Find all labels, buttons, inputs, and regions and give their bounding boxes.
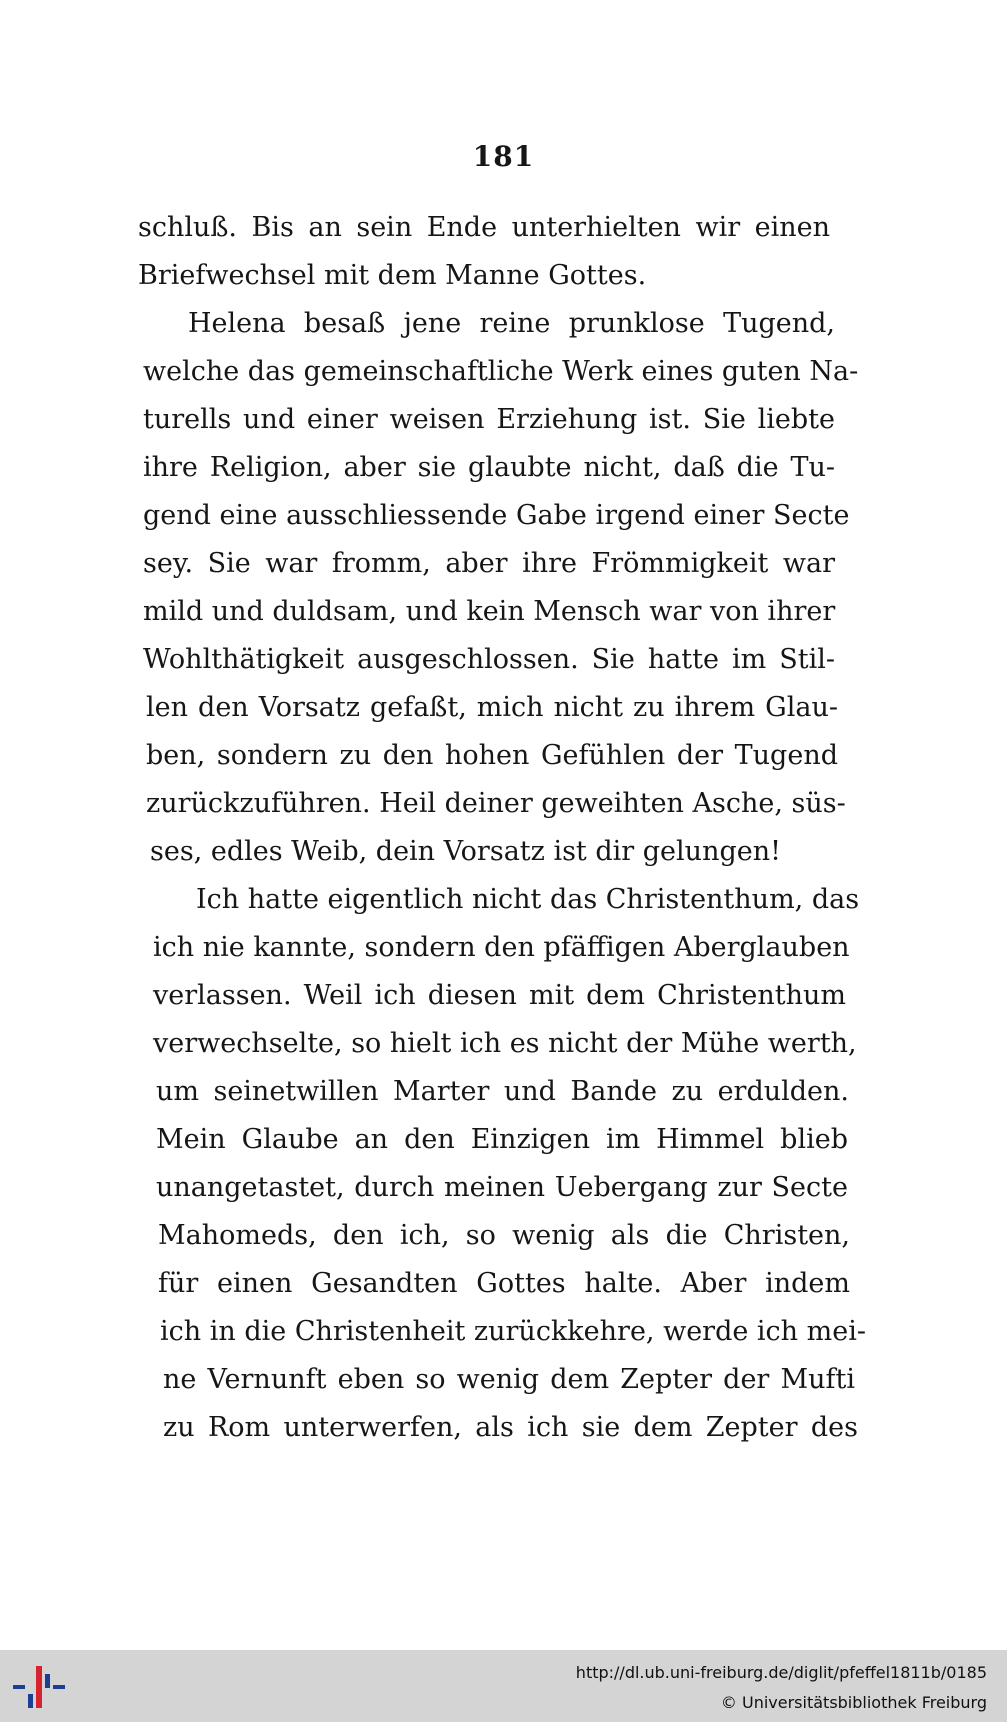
text-line: für einen Gesandten Gottes halte. Aber indem [158, 1268, 850, 1299]
page-number: 181 [472, 140, 535, 173]
text-line: verlassen. Weil ich diesen mit dem Christenthum [153, 980, 846, 1011]
text-line: ich nie kannte, sondern den pfäffigen Aberglauben [153, 932, 850, 963]
text-line: Briefwechsel mit dem Manne Gottes. [138, 260, 647, 291]
text-line: zurückzuführen. Heil deiner geweihten Asche, süs- [146, 788, 846, 819]
text-line: Mahomeds, den ich, so wenig als die Christen, [158, 1220, 850, 1251]
text-line: mild und duldsam, und kein Mensch war von ihrer [143, 596, 836, 627]
text-line: ben, sondern zu den hohen Gefühlen der Tugend [146, 740, 838, 771]
text-line: len den Vorsatz gefaßt, mich nicht zu ihrem Glau- [146, 692, 838, 723]
text-line: ihre Religion, aber sie glaubte nicht, daß die Tu- [143, 452, 835, 483]
text-line: unangetastet, durch meinen Uebergang zur Secte [156, 1172, 848, 1203]
text-line: turells und einer weisen Erziehung ist. Sie liebte [143, 404, 835, 435]
text-line: welche das gemeinschaftliche Werk eines guten Na- [143, 356, 859, 387]
text-line: Ich hatte eigentlich nicht das Christenthum, das [196, 884, 860, 915]
text-line: ses, edles Weib, dein Vorsatz ist dir gelungen! [150, 836, 781, 867]
footer-bar [0, 1650, 1007, 1722]
text-line: zu Rom unterwerfen, als ich sie dem Zepter des [163, 1412, 858, 1443]
text-line: Helena besaß jene reine prunklose Tugend, [188, 308, 835, 339]
text-line: Mein Glaube an den Einzigen im Himmel blieb [156, 1124, 848, 1155]
text-line: verwechselte, so hielt ich es nicht der Mühe werth, [153, 1028, 857, 1059]
copyright-notice: © Universitätsbibliothek Freiburg [720, 1693, 987, 1712]
text-line: schluß. Bis an sein Ende unterhielten wir einen [138, 212, 830, 243]
text-line: Wohlthätigkeit ausgeschlossen. Sie hatte im Stil- [143, 644, 835, 675]
text-line: sey. Sie war fromm, aber ihre Frömmigkeit war [143, 548, 835, 579]
text-line: ne Vernunft eben so wenig dem Zepter der Mufti [163, 1364, 855, 1395]
ub-freiburg-logo-icon[interactable] [10, 1664, 66, 1710]
source-url-link[interactable]: http://dl.ub.uni-freiburg.de/diglit/pfeffel1811b/0185 [575, 1663, 987, 1682]
text-line: ich in die Christenheit zurückkehre, werde ich mei- [160, 1316, 866, 1347]
text-line: um seinetwillen Marter und Bande zu erdulden. [156, 1076, 849, 1107]
text-line: gend eine ausschliessende Gabe irgend einer Secte [143, 500, 850, 531]
